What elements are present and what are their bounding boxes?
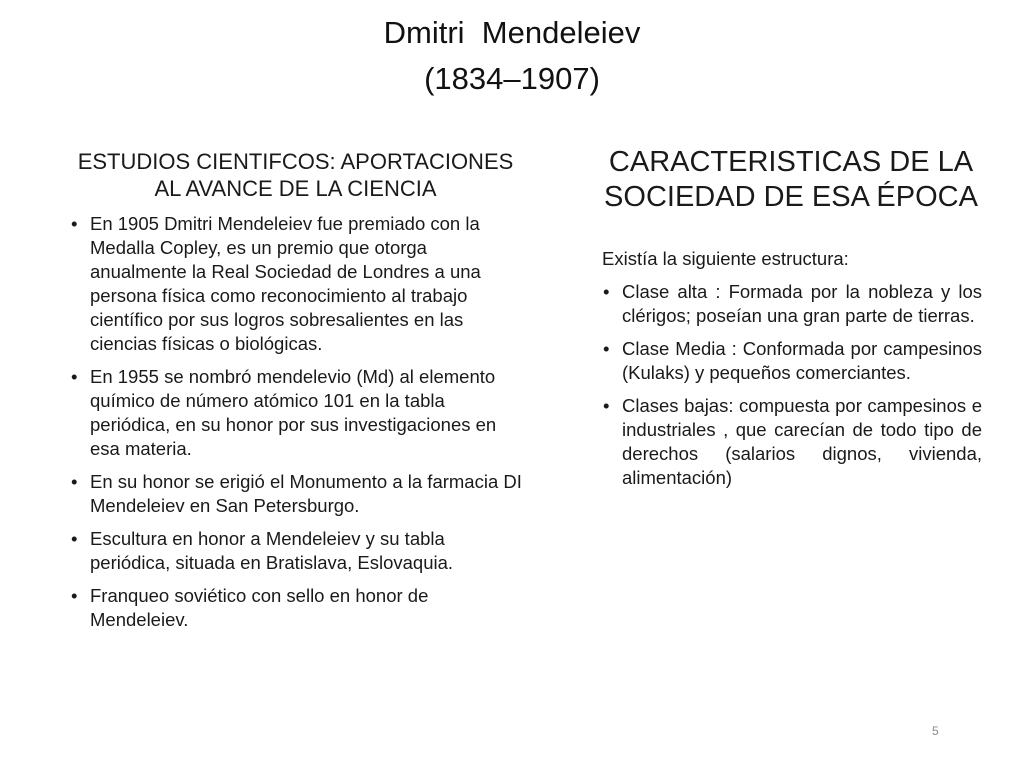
list-item: [68, 584, 523, 632]
slide-title-dates: (1834–1907): [424, 61, 600, 96]
bullet-icon: •: [71, 213, 78, 234]
page-number: 5: [932, 724, 939, 738]
bullet-icon: •: [603, 395, 610, 416]
bullet-icon: •: [603, 338, 610, 359]
bullet-text: En su honor se erigió el Monumento a la farmacia DI Mendeleiev en San Petersburgo.: [90, 471, 522, 516]
list-item: [68, 470, 523, 518]
slide-title-name: Dmitri Mendeleiev: [383, 15, 641, 50]
list-item: [600, 394, 982, 490]
bullet-text: Clase alta : Formada por la nobleza y los clérigos; poseían una gran parte de tierras.: [622, 281, 982, 326]
list-item: [68, 212, 523, 356]
slide-title: [0, 10, 1024, 102]
bullet-text: Clase Media : Conformada por campesinos (Kulaks) y pequeños comerciantes.: [622, 338, 982, 383]
bullet-icon: •: [71, 528, 78, 549]
bullet-icon: •: [71, 471, 78, 492]
list-item: [68, 527, 523, 575]
right-column-intro: Existía la siguiente estructura:: [602, 248, 849, 269]
list-item: [600, 280, 982, 328]
bullet-icon: •: [71, 585, 78, 606]
left-bullet-list: [68, 212, 523, 632]
bullet-text: Escultura en honor a Mendeleiev y su tabla periódica, situada en Bratislava, Eslovaquia.: [90, 528, 454, 573]
bullet-text: En 1905 Dmitri Mendeleiev fue premiado con la Medalla Copley, es un premio que otorga anualmente la Real Sociedad de Londres a una persona física como reconocimiento al trabajo científico por sus logros sobresalientes en las ciencias físicas o biológicas.: [90, 213, 481, 354]
left-column-heading: ESTUDIOS CIENTIFCOS: APORTACIONES AL AVANCE DE LA CIENCIA: [77, 149, 514, 201]
list-item: [600, 337, 982, 385]
bullet-text: Franqueo soviético con sello en honor de Mendeleiev.: [90, 585, 429, 630]
left-column: [68, 148, 523, 641]
right-column-heading: CARACTERISTICAS DE LA SOCIEDAD DE ESA ÉPOCA: [604, 146, 978, 213]
list-item: [68, 365, 523, 461]
bullet-icon: •: [603, 281, 610, 302]
bullet-text: Clases bajas: compuesta por campesinos e industriales , que carecían de todo tipo de derechos (salarios dignos, vivienda, alimentación): [622, 395, 982, 488]
bullet-icon: •: [71, 366, 78, 387]
right-bullet-list: [600, 280, 982, 490]
right-column: [600, 145, 982, 499]
bullet-text: En 1955 se nombró mendelevio (Md) al elemento químico de número atómico 101 en la tabla periódica, en su honor por sus investigaciones en esa materia.: [90, 366, 497, 459]
